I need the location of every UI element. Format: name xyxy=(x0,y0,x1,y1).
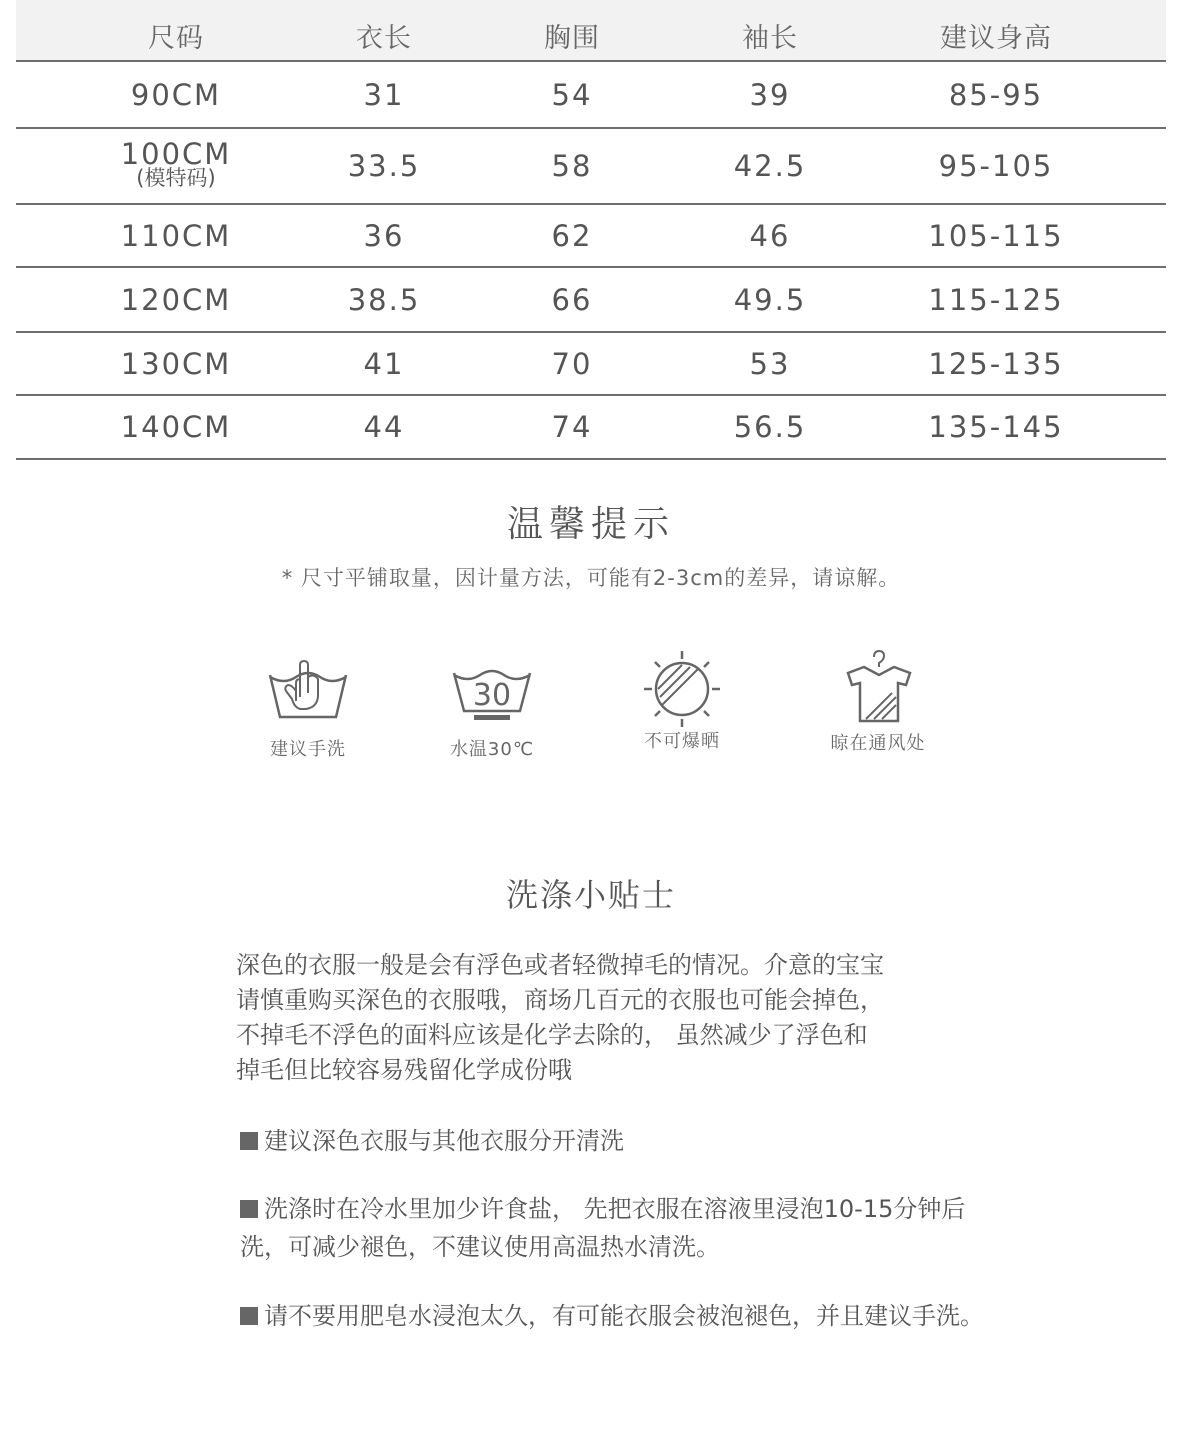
wash-para-line: 不掉毛不浮色的面料应该是化学去除的， 虽然减少了浮色和 xyxy=(236,1021,868,1049)
header-length: 衣长 xyxy=(356,22,412,54)
cell-size: 130CM xyxy=(120,346,232,381)
cell-sleeve: 46 xyxy=(749,218,791,253)
cell-height: 125-135 xyxy=(928,346,1064,381)
wash-bullet xyxy=(240,1297,1120,1335)
cell-chest: 70 xyxy=(551,346,593,381)
wash-bullet xyxy=(240,1122,1120,1160)
cell-height: 95-105 xyxy=(938,149,1054,183)
cell-size: 110CM xyxy=(120,218,232,253)
care-no-sun xyxy=(592,655,772,753)
cell-sleeve: 53 xyxy=(749,346,791,381)
table-row xyxy=(16,268,1166,333)
temp-text: 30 xyxy=(472,678,512,713)
cell-chest: 62 xyxy=(551,218,593,253)
tips-note: * 尺寸平铺取量，因计量方法，可能有2-3cm的差异，请谅解。 xyxy=(281,566,901,590)
cell-size: 120CM xyxy=(120,282,232,317)
table-row xyxy=(16,62,1166,129)
cell-length: 41 xyxy=(363,346,405,381)
bullet-square-icon xyxy=(240,1132,258,1150)
wash-bullet xyxy=(240,1190,980,1266)
header-chest: 胸围 xyxy=(544,22,600,54)
wash-para-line: 掉毛但比较容易残留化学成份哦 xyxy=(236,1056,572,1084)
cell-length: 33.5 xyxy=(347,149,421,183)
size-table xyxy=(16,0,1166,460)
no-sun-icon xyxy=(640,647,724,731)
care-label: 建议手洗 xyxy=(270,739,346,760)
hang-dry-icon xyxy=(836,647,920,723)
table-row xyxy=(16,333,1166,396)
water-temp-30-icon xyxy=(450,655,534,721)
size-table-header xyxy=(16,0,1166,62)
cell-size: 90CM xyxy=(130,77,222,112)
care-label: 不可爆晒 xyxy=(644,731,720,752)
cell-height: 105-115 xyxy=(928,218,1064,253)
cell-length: 31 xyxy=(363,77,405,112)
cell-sleeve: 42.5 xyxy=(733,149,807,183)
cell-length: 44 xyxy=(363,410,405,444)
size-label: 100CM xyxy=(120,137,232,171)
bullet-text: 请不要用肥皂水浸泡太久，有可能衣服会被泡褪色，并且建议手洗。 xyxy=(264,1302,984,1330)
bullet-text: 洗涤时在冷水里加少许食盐， 先把衣服在溶液里浸泡10-15分钟后洗，可减少褪色，不建议使用高温热水清洗。 xyxy=(240,1195,966,1261)
cell-chest: 58 xyxy=(551,149,593,183)
hand-wash-icon xyxy=(266,655,350,721)
wash-title: 洗涤小贴士 xyxy=(505,876,676,914)
cell-height: 115-125 xyxy=(928,282,1064,317)
care-label: 晾在通风处 xyxy=(830,733,926,754)
size-note: (模特码) xyxy=(136,166,216,190)
care-water-temp xyxy=(402,655,582,761)
table-row xyxy=(16,205,1166,268)
cell-sleeve: 39 xyxy=(749,77,791,112)
cell-chest: 66 xyxy=(551,282,593,317)
cell-sleeve: 49.5 xyxy=(733,282,807,317)
bullet-text: 建议深色衣服与其他衣服分开清洗 xyxy=(264,1127,624,1155)
care-hang-dry xyxy=(788,655,968,755)
cell-height: 135-145 xyxy=(928,410,1064,444)
cell-height: 85-95 xyxy=(948,77,1044,112)
care-hand-wash xyxy=(218,655,398,761)
header-size: 尺码 xyxy=(148,22,204,54)
wash-para-line: 深色的衣服一般是会有浮色或者轻微掉毛的情况。介意的宝宝 xyxy=(236,951,884,979)
cell-chest: 54 xyxy=(551,77,593,112)
cell-length: 38.5 xyxy=(347,282,421,317)
cell-chest: 74 xyxy=(551,410,593,444)
table-row xyxy=(16,129,1166,205)
header-sleeve: 袖长 xyxy=(742,22,798,54)
bullet-square-icon xyxy=(240,1307,258,1325)
cell-length: 36 xyxy=(363,218,405,253)
bullet-square-icon xyxy=(240,1200,258,1218)
cell-sleeve: 56.5 xyxy=(733,410,807,444)
wash-para-line: 请慎重购买深色的衣服哦，商场几百元的衣服也可能会掉色， xyxy=(236,986,884,1014)
tips-title: 温馨提示 xyxy=(506,504,675,545)
table-row xyxy=(16,396,1166,460)
care-label: 水温30℃ xyxy=(449,739,535,760)
cell-size: 140CM xyxy=(120,410,232,444)
wash-paragraph xyxy=(236,948,996,1088)
header-height: 建议身高 xyxy=(940,22,1052,54)
